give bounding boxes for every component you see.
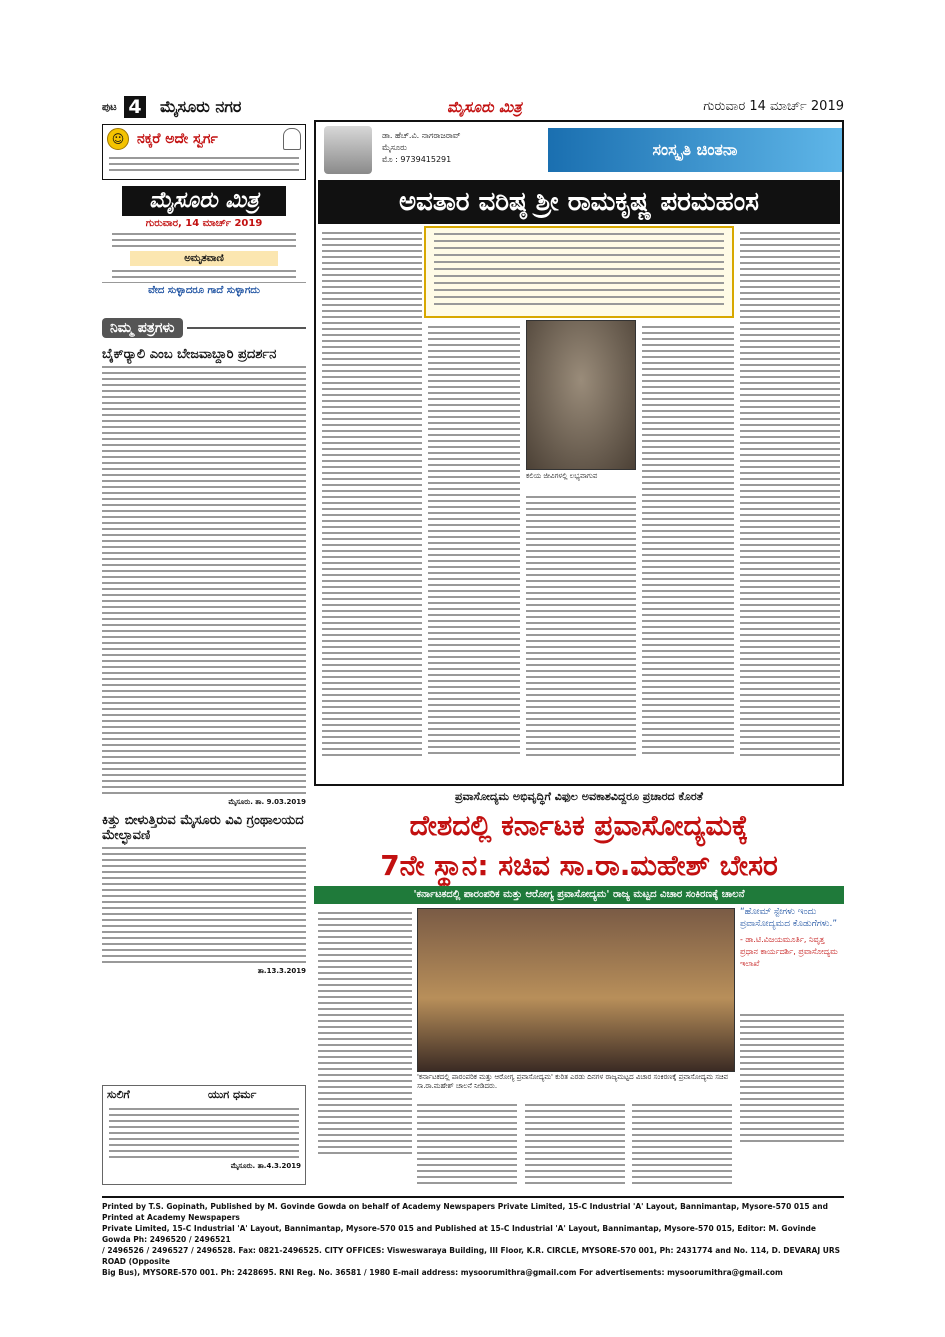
feature-article <box>314 120 844 786</box>
news-headline <box>314 806 844 886</box>
letters-heading: ನಿಮ್ಮ ಪತ್ರಗಳು <box>102 318 183 338</box>
imprint-line: / 2496526 / 2496527 / 2496528. Fax: 0821-2496525. CITY OFFICES: Visweswaraya Building, III Floor, K.R. CIRCLE, MYSORE-570 001, Ph: 2431774 and No. 114, D. DEVARAJ URS ROAD (Opposite <box>102 1246 840 1266</box>
event-photo <box>417 908 735 1072</box>
letter-signature: ತಾ.13.3.2019 <box>257 967 306 975</box>
photo-caption: 'ಕರ್ನಾಟಕದಲ್ಲಿ ಪಾರಂಪರಿಕ ಮತ್ತು ಆರೋಗ್ಯ ಪ್ರವಾಸೋದ್ಯಮ' ಕುರಿತ ಎರಡು ದಿನಗಳ ರಾಜ್ಯಮಟ್ಟದ ವಿಚಾರ ಸಂಕಿರಣಕ್ಕೆ ಪ್ರವಾಸೋದ್ಯಮ ಸಚಿವ ಸಾ.ರಾ.ಮಹೇಶ್ ಚಾಲನೆ ನೀಡಿದರು. <box>417 1073 729 1090</box>
imprint-footer <box>102 1196 844 1278</box>
masthead: ಮೈಸೂರು ಮಿತ್ರ <box>122 186 286 216</box>
imprint-line: Printed by T.S. Gopinath, Published by M. Govinde Gowda on behalf of Academy Newspapers Private Limited, 15-C Industrial 'A' Layout, Bannimantap, Mysore-570 015 and Printed at Academy Newspapers <box>102 1202 828 1222</box>
smiley-icon: ☺ <box>107 128 129 150</box>
sage-photo <box>526 320 636 470</box>
left-column <box>102 124 306 296</box>
imprint-line: Private Limited, 15-C Industrial 'A' Layout, Bannimantap, Mysore-570 015 and Published at 15-C Industrial 'A' Layout, Bannimantap, Mysore-570 015, Editor: M. Govinde Gowda Ph: 2496520 / 2496521 <box>102 1224 816 1244</box>
author-photo <box>324 126 372 174</box>
page-label: ಪುಟ <box>102 101 117 113</box>
news-strap: 'ಕರ್ನಾಟಕದಲ್ಲಿ ಪಾರಂಪರಿಕ ಮತ್ತು ಆರೋಗ್ಯ ಪ್ರವಾಸೋದ್ಯಮ' ರಾಜ್ಯ ಮಟ್ಟದ ವಿಚಾರ ಸಂಕಿರಣಕ್ಕೆ ಚಾಲನೆ <box>314 886 844 904</box>
poems-box <box>102 1085 306 1185</box>
cartoon-figure-icon <box>283 128 301 150</box>
pull-quote-text: “ಹೋಮ್ ಸ್ಟೇಗಳು ಇಂದು ಪ್ರವಾಸೋದ್ಯಮದ ಕೊಡುಗೆಗಳು.” <box>740 907 838 929</box>
masthead-date: ಗುರುವಾರ, 14 ಮಾರ್ಚ್ 2019 <box>145 218 263 229</box>
quote-box <box>424 226 734 318</box>
veda-title: ವೇದ ಸುಳ್ಳಾದರೂ ಗಾದೆ ಸುಳ್ಳಾಗದು <box>102 282 306 296</box>
news-body-text <box>417 1100 517 1188</box>
poem-title: ಸುಲಿಗೆ <box>107 1088 130 1101</box>
article-body-text <box>428 322 520 758</box>
letter-signature: ಮೈಸೂರು. ತಾ. 9.03.2019 <box>228 798 306 806</box>
letters-section <box>102 315 306 976</box>
news-body-text <box>318 908 412 1158</box>
article-body-text <box>740 228 840 760</box>
author-name: ಡಾ. ಹೆಚ್.ವಿ. ನಾಗರಾಜರಾವ್ <box>382 131 461 140</box>
imprint-line: Big Bus), MYSORE-570 001. Ph: 2428695. RNI Reg. No. 36581 / 1980 E-mail address: mysoorumithra@gmail.com For advertisements: mysoorumithra@gmail.com <box>102 1268 783 1277</box>
pull-quote <box>740 906 844 970</box>
page-header <box>102 96 844 118</box>
section-name: ಮೈಸೂರು ನಗರ <box>160 97 242 116</box>
article-body-text <box>526 492 636 760</box>
poem-title: ಯುಗ ಧರ್ಮ <box>208 1088 257 1101</box>
pull-quote-author: - ಡಾ.ಟಿ.ವಿಜಯಮೂರ್ತಿ, ನಿವೃತ್ತ ಪ್ರಧಾನ ಕಾರ್ಯದರ್ಶಿ, ಪ್ರವಾಸೋದ್ಯಮ ಇಲಾಖೆ <box>740 935 838 968</box>
headline-line-2: 7ನೇ ಸ್ಥಾನ: ಸಚಿವ ಸಾ.ರಾ.ಮಹೇಶ್ ಬೇಸರ <box>380 849 778 882</box>
headline-line-1: ದೇಶದಲ್ಲಿ ಕರ್ನಾಟಕ ಪ್ರವಾಸೋದ್ಯಮಕ್ಕೆ <box>409 809 749 842</box>
author-phone: ಮೊ : 9739415291 <box>382 155 452 164</box>
article-body-text <box>322 228 422 760</box>
amrita-title: ಅಮೃತವಾಣಿ <box>130 251 278 266</box>
poem-signature: ಮೈಸೂರು. ತಾ.4.3.2019 <box>230 1162 301 1170</box>
sage-caption: ಕಲಿಯ ಜೀವಿಗಳಲ್ಲಿ ಲಭ್ಯವಾಗುವ <box>526 472 598 480</box>
letter-title: ಕಿತ್ತು ಬೀಳುತ್ತಿರುವ ಮೈಸೂರು ವಿವಿ ಗ್ರಂಥಾಲಯದ ಮೇಲ್ಛಾವಣಿ <box>102 813 304 843</box>
article-body-text <box>642 322 734 758</box>
laugh-title: ನಕ್ಕರೆ ಅದೇ ಸ್ವರ್ಗ <box>137 131 218 147</box>
author-place: ಮೈಸೂರು <box>382 143 407 152</box>
letter-title: ಬೈಕ್‌ರ್‍ಯಾಲಿ ಎಂಬ ಬೇಜವಾಬ್ದಾರಿ ಪ್ರದರ್ಶನ <box>102 347 277 362</box>
news-body-text <box>525 1100 625 1188</box>
brand-logo: ಮೈಸೂರು ಮಿತ್ರ <box>447 98 522 116</box>
laugh-box <box>102 124 306 180</box>
section-band: ಸಂಸ್ಕೃತಿ ಚಿಂತನಾ <box>548 128 842 172</box>
author-info <box>382 130 461 166</box>
page-number: 4 <box>124 96 146 118</box>
news-body-text <box>632 1100 732 1188</box>
news-body-text <box>740 1010 844 1146</box>
news-subhead: ಪ್ರವಾಸೋದ್ಯಮ ಅಭಿವೃದ್ಧಿಗೆ ವಿಫುಲ ಅವಕಾಶವಿದ್ದರೂ ಪ್ರಚಾರದ ಕೊರತೆ <box>454 790 703 803</box>
issue-date: ಗುರುವಾರ 14 ಮಾರ್ಚ್ 2019 <box>703 99 844 114</box>
article-title: ಅವತಾರ ವರಿಷ್ಠ ಶ್ರೀ ರಾಮಕೃಷ್ಣ ಪರಮಹಂಸ <box>318 180 840 224</box>
